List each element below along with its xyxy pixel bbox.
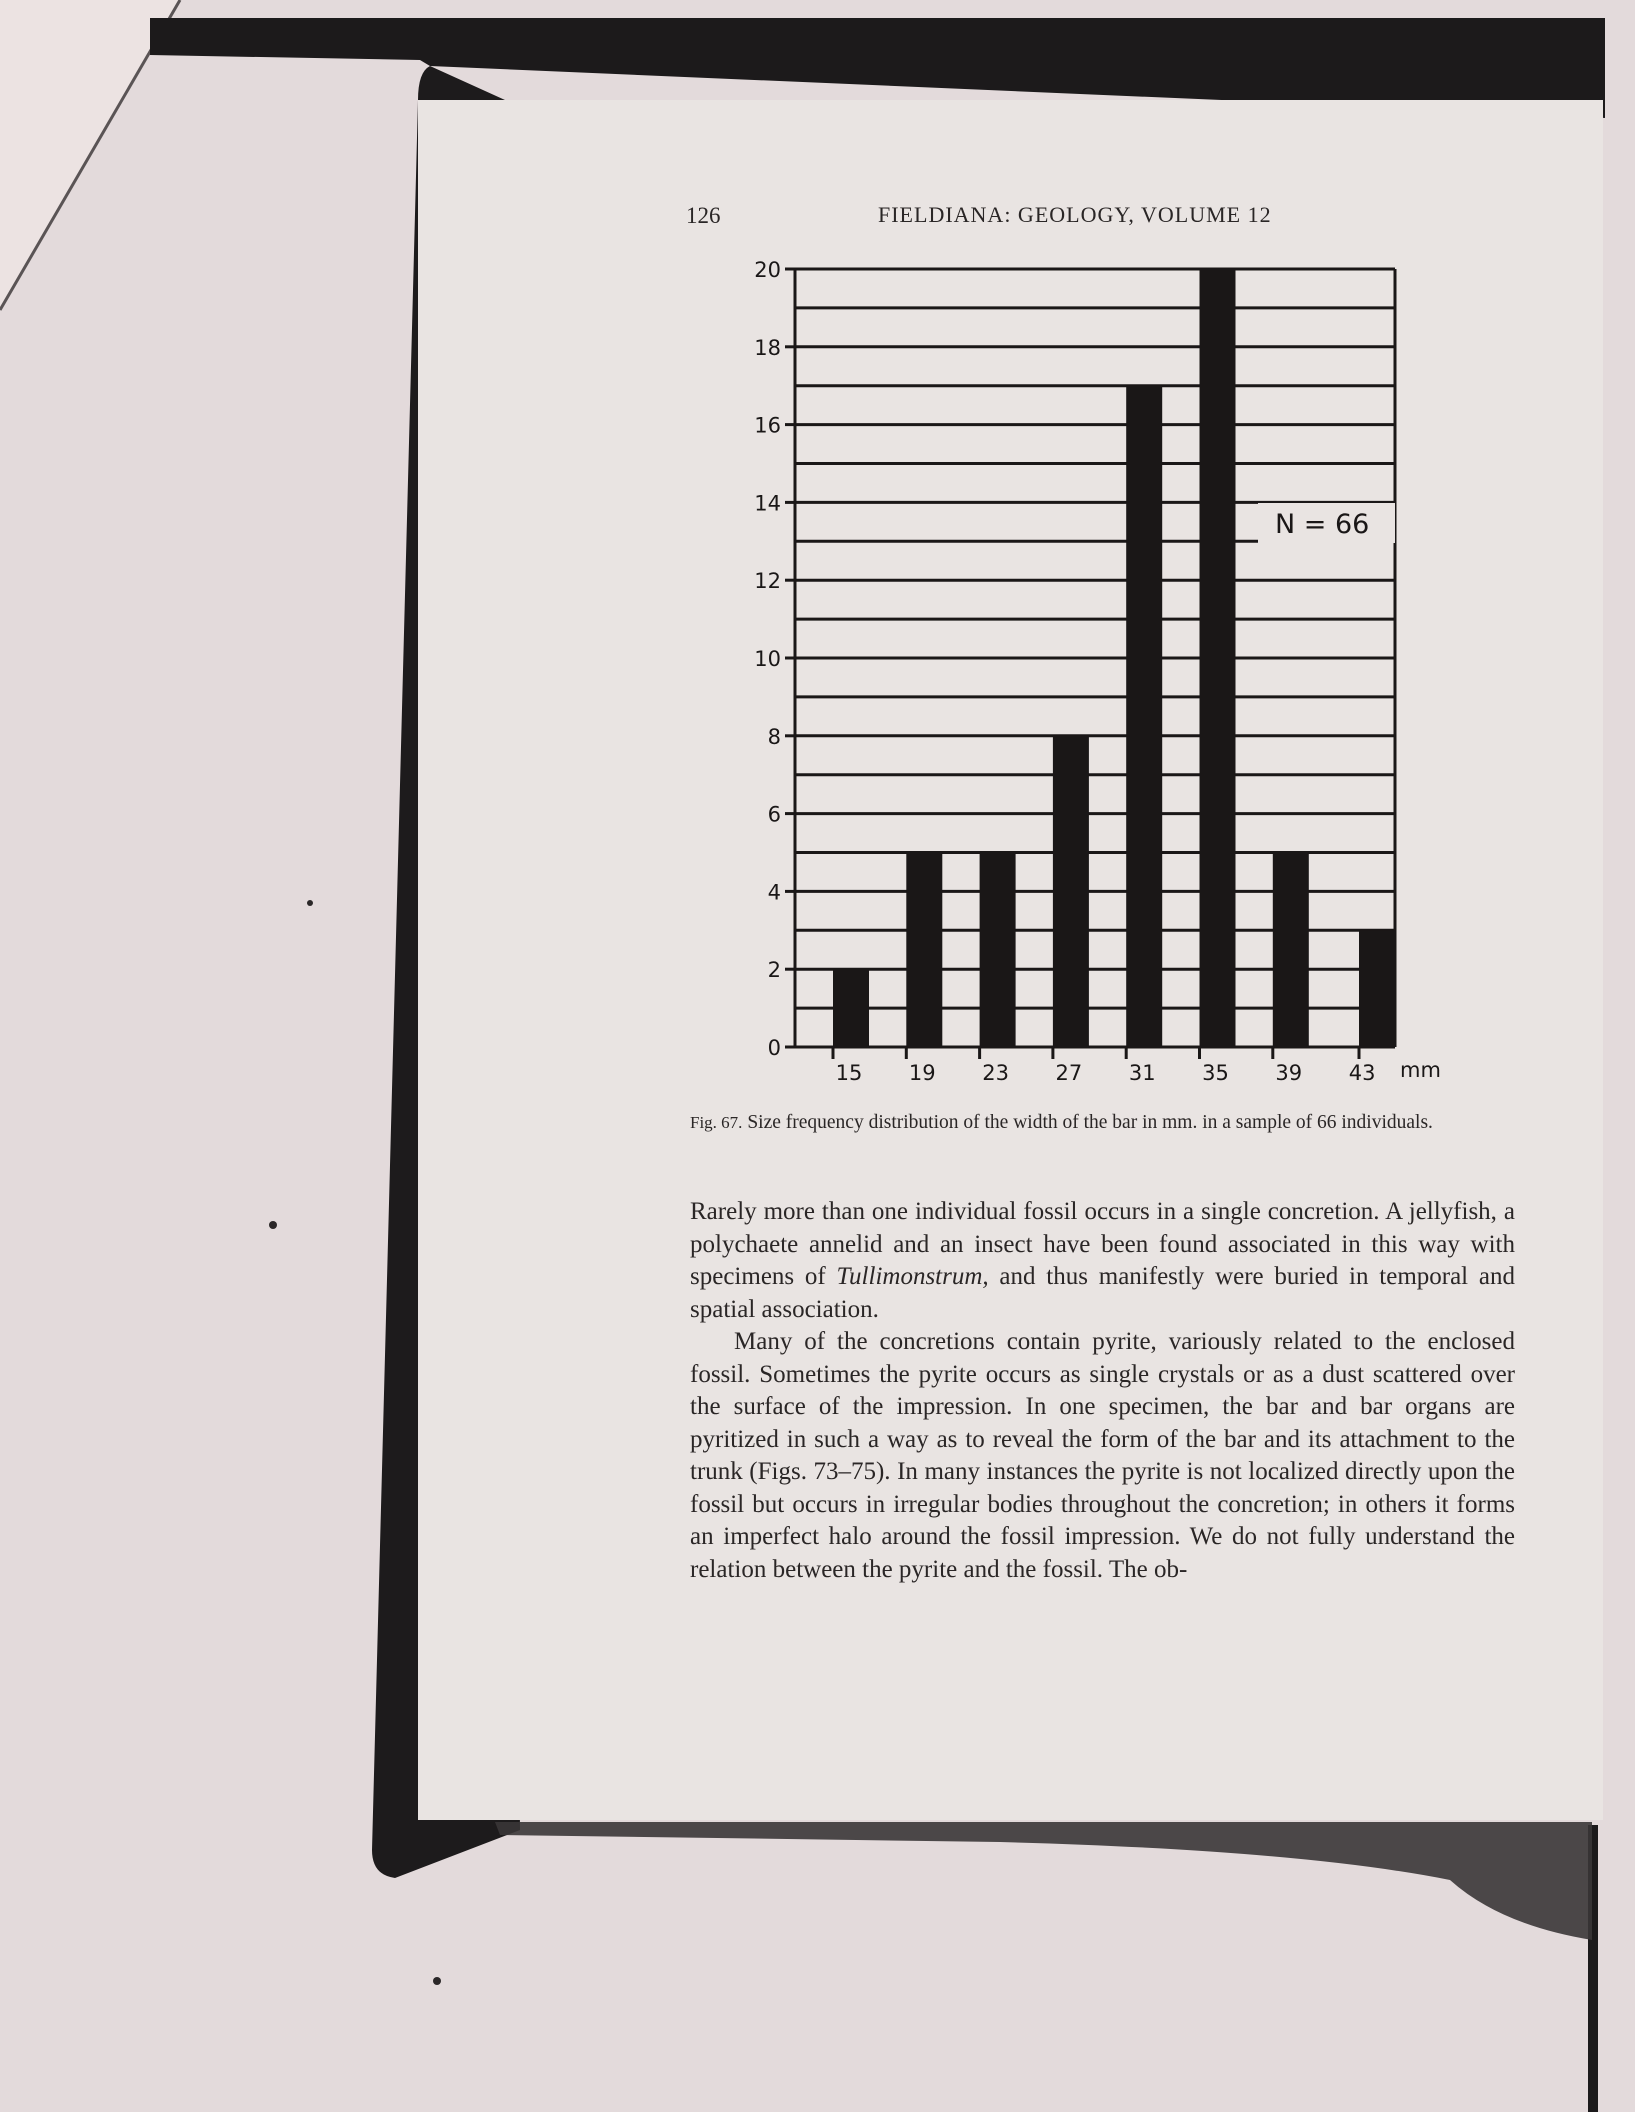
- bar-39mm: [1273, 853, 1309, 1048]
- y-tick-label: 18: [754, 335, 781, 360]
- x-tick-label: 39: [1275, 1061, 1303, 1085]
- running-head: FIELDIANA: GEOLOGY, VOLUME 12: [878, 202, 1272, 227]
- paragraph-1-end: and thus manifestly were buried in temporal and spatial association.: [690, 1263, 1516, 1323]
- y-tick-label: 8: [767, 724, 781, 749]
- bar-23mm: [980, 853, 1016, 1048]
- bar-27mm: [1053, 736, 1089, 1047]
- x-tick-label: 27: [1055, 1061, 1083, 1085]
- x-tick-label: 23: [982, 1061, 1009, 1085]
- page-number: 126: [686, 203, 721, 228]
- x-tick-label: 19: [908, 1061, 936, 1085]
- x-unit-label: mm: [1400, 1058, 1441, 1082]
- body-text: [690, 1196, 1515, 1586]
- y-tick-label: 12: [754, 569, 781, 594]
- sample-size-annotation: N = 66: [1275, 509, 1370, 540]
- y-tick-label: 4: [767, 880, 781, 905]
- x-tick-label: 35: [1202, 1061, 1229, 1085]
- figure-caption: [690, 1111, 1515, 1135]
- paragraph-1: [690, 1196, 1515, 1326]
- y-tick-label: 0: [767, 1036, 781, 1060]
- x-tick-label: 43: [1348, 1061, 1376, 1085]
- x-tick-label: 15: [835, 1061, 863, 1085]
- chart-labels: [754, 258, 1441, 1085]
- figure-label: Fig. 67.: [690, 1113, 743, 1132]
- y-tick-label: 14: [754, 491, 781, 516]
- y-tick-label: 2: [767, 958, 781, 983]
- bar-19mm: [906, 853, 942, 1048]
- bar-31mm: [1126, 386, 1162, 1047]
- y-tick-label: 6: [767, 802, 781, 827]
- paragraph-2: Many of the concretions contain pyrite, variously related to the enclosed fossil. Sometimes the pyrite occurs as single crystals or as a dust scattered over the surface of the impression. In one specimen, the bar and bar organs are pyritized in such a way as to reveal the form of the bar and its attachment to the trunk (Figs. 73–75). In many instances the pyrite is not localized directly upon the fossil but occurs in irregular bodies throughout the concretion; in others it forms an imperfect halo around the fossil impression. We do not fully understand the relation between the pyrite and the fossil. The ob-: [690, 1328, 1515, 1583]
- y-tick-label: 10: [754, 647, 781, 671]
- bar-43mm: [1359, 930, 1395, 1047]
- paragraph-1-start: Rarely more than one individual fossil occurs in a single concretion. A jellyfish, a polychaete annelid and an insect have been found associated in this way with specimens of: [690, 1198, 1515, 1290]
- figure-caption-text: Size frequency distribution of the width of the bar in mm. in a sample of 66 individuals.: [747, 1112, 1433, 1133]
- y-tick-label: 16: [754, 413, 781, 438]
- y-tick-label: 20: [754, 258, 781, 282]
- bar-15mm: [833, 969, 869, 1047]
- size-frequency-chart: [740, 250, 1460, 1100]
- bar-35mm: [1200, 269, 1236, 1047]
- x-tick-label: 31: [1128, 1061, 1156, 1085]
- genus-name: Tullimonstrum,: [836, 1263, 989, 1290]
